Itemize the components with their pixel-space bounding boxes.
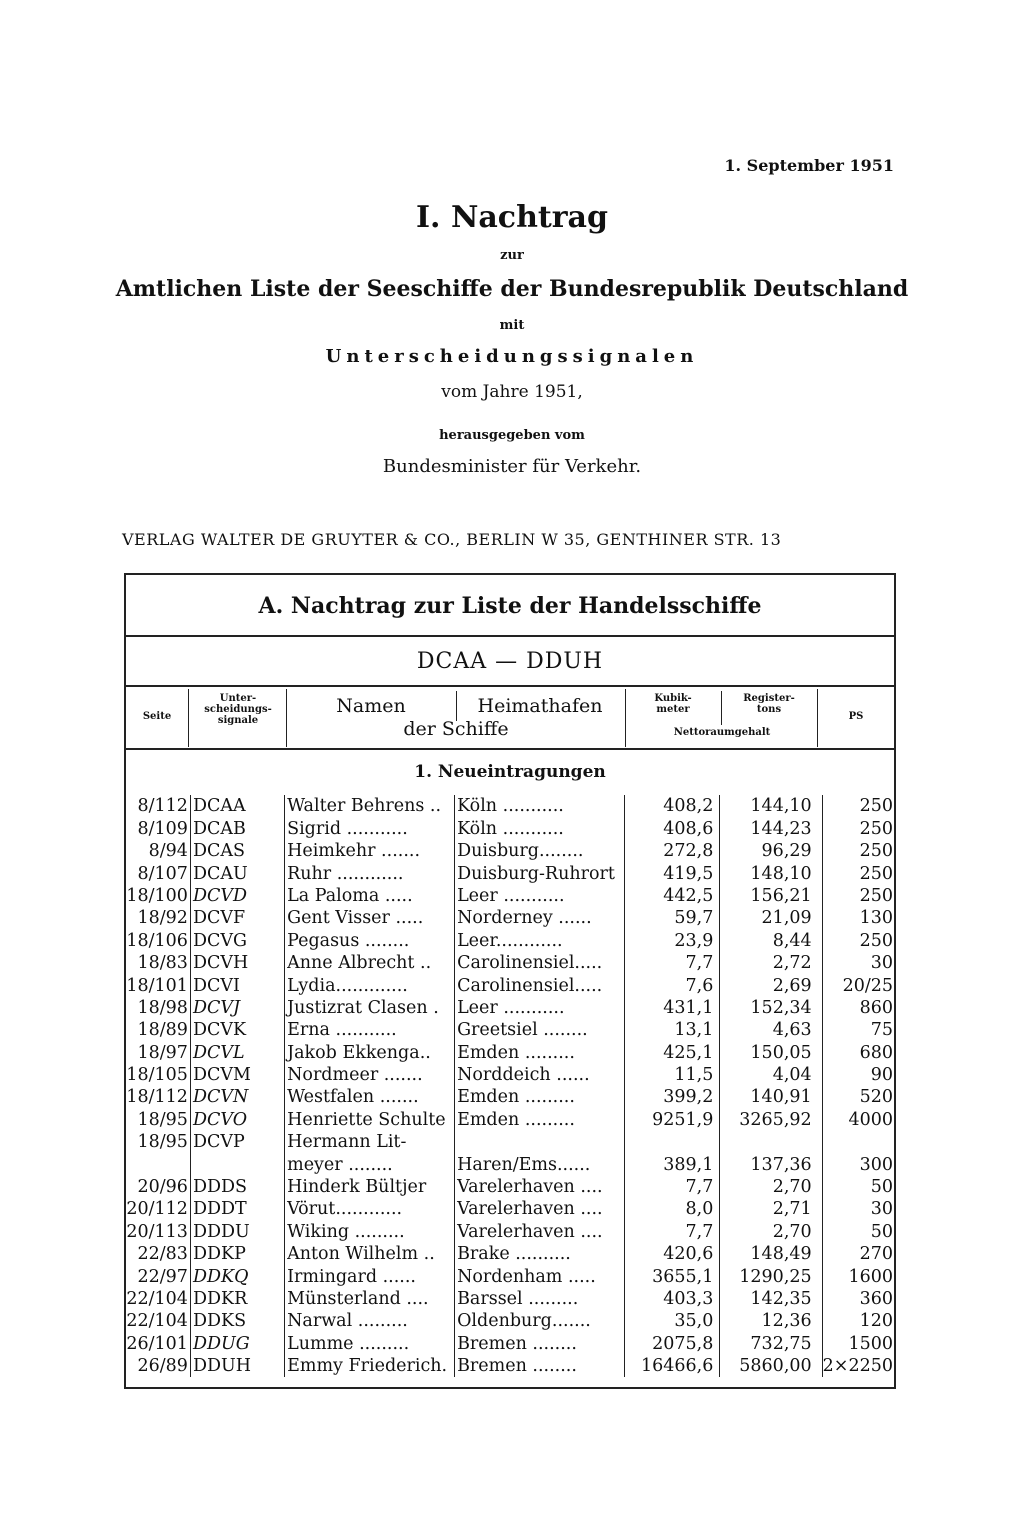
cell-kub: 7,6 xyxy=(624,974,720,996)
cell-seite: 8/112 xyxy=(137,796,188,817)
cell-seite: 18/98 xyxy=(137,997,188,1018)
section-title: A. Nachtrag zur Liste der Handelsschiffe xyxy=(258,593,762,619)
cell-kub: 272,8 xyxy=(624,840,720,862)
cell-seite: 18/89 xyxy=(137,1020,188,1041)
cell-ps: 300 xyxy=(822,1153,894,1175)
cell-signal: DDDS xyxy=(190,1176,284,1198)
divider xyxy=(126,685,894,687)
title-connector-mit: mit xyxy=(499,318,525,333)
ship-table xyxy=(126,795,894,1377)
cell-kub: 419,5 xyxy=(624,862,720,884)
cell-hafen: Duisburg........ xyxy=(455,840,625,862)
table-row xyxy=(126,1153,894,1175)
cell-signal: DCAS xyxy=(190,840,284,862)
cell-name: Westfalen ....... xyxy=(285,1086,455,1108)
cell-hafen: Bremen ........ xyxy=(455,1355,625,1377)
cell-name: La Paloma ..... xyxy=(285,885,455,907)
table-row xyxy=(126,1220,894,1242)
cell-ps: 50 xyxy=(822,1220,894,1242)
cell-name: Lydia............. xyxy=(285,974,455,996)
col-header-nettoraumgehalt: Nettoraumgehalt xyxy=(673,727,771,738)
cell-reg: 732,75 xyxy=(720,1332,822,1354)
table-row xyxy=(126,1265,894,1287)
cell-signal: DCVK xyxy=(190,1019,284,1041)
cell-ps: 30 xyxy=(822,1198,894,1220)
table-row xyxy=(126,1131,894,1153)
cell-ps: 130 xyxy=(822,907,894,929)
divider xyxy=(456,691,457,721)
cell-seite: 18/92 xyxy=(137,908,188,929)
document-subtitle: Amtlichen Liste der Seeschiffe der Bundesrepublik Deutschland xyxy=(115,276,909,302)
cell-seite xyxy=(126,1153,190,1175)
cell-kub: 3655,1 xyxy=(624,1265,720,1287)
cell-kub: 408,6 xyxy=(624,817,720,839)
cell-seite: 8/109 xyxy=(137,818,188,839)
document-title: I. Nachtrag xyxy=(416,200,608,235)
cell-kub: 23,9 xyxy=(624,929,720,951)
cell-ps: 680 xyxy=(822,1041,894,1063)
cell-seite: 18/112 xyxy=(126,1087,188,1108)
table-row xyxy=(126,1310,894,1332)
cell-reg: 148,10 xyxy=(720,862,822,884)
table-row xyxy=(126,885,894,907)
cell-signal: DCVJ xyxy=(190,997,284,1019)
divider xyxy=(817,689,818,747)
cell-seite: 26/89 xyxy=(137,1356,188,1377)
cell-signal: DDKS xyxy=(190,1310,284,1332)
cell-name: Emmy Friederich. xyxy=(285,1355,455,1377)
cell-reg: 144,23 xyxy=(720,817,822,839)
cell-seite: 26/101 xyxy=(126,1333,188,1354)
cell-signal: DDUG xyxy=(190,1332,284,1354)
divider xyxy=(126,748,894,750)
cell-signal: DDDT xyxy=(190,1198,284,1220)
cell-ps: 250 xyxy=(822,885,894,907)
cell-kub: 11,5 xyxy=(624,1064,720,1086)
cell-reg: 137,36 xyxy=(720,1153,822,1175)
editor-line: Bundesminister für Verkehr. xyxy=(382,456,642,477)
cell-hafen: Leer............ xyxy=(455,929,625,951)
cell-ps: 120 xyxy=(822,1310,894,1332)
cell-ps: 30 xyxy=(822,952,894,974)
col-header-seite: Seite xyxy=(142,711,172,722)
table-row xyxy=(126,1355,894,1377)
table-row xyxy=(126,1176,894,1198)
cell-ps: 75 xyxy=(822,1019,894,1041)
cell-kub: 7,7 xyxy=(624,1176,720,1198)
cell-name: Justizrat Clasen . xyxy=(285,997,455,1019)
signal-range: DCAA — DDUH xyxy=(416,649,604,674)
cell-name: Irmingard ...... xyxy=(285,1265,455,1287)
divider xyxy=(721,691,722,725)
cell-hafen: Emden ......... xyxy=(455,1108,625,1130)
cell-reg: 2,71 xyxy=(720,1198,822,1220)
cell-seite: 8/107 xyxy=(137,863,188,884)
col-header-signale: Unter- scheidungs- signale xyxy=(204,693,272,726)
cell-signal: DCVL xyxy=(190,1041,284,1063)
cell-ps: 250 xyxy=(822,862,894,884)
cell-kub: 425,1 xyxy=(624,1041,720,1063)
cell-seite: 18/105 xyxy=(126,1065,188,1086)
cell-name: Sigrid ........... xyxy=(285,817,455,839)
cell-kub: 389,1 xyxy=(624,1153,720,1175)
col-header-namen: Namen xyxy=(336,695,406,717)
cell-reg: 2,69 xyxy=(720,974,822,996)
cell-signal: DCVH xyxy=(190,952,284,974)
cell-ps: 2×2250 xyxy=(822,1356,893,1377)
cell-hafen: Greetsiel ........ xyxy=(455,1019,625,1041)
cell-ps: 90 xyxy=(822,1064,894,1086)
cell-kub: 9251,9 xyxy=(624,1108,720,1130)
cell-reg: 3265,92 xyxy=(720,1108,822,1130)
cell-reg: 152,34 xyxy=(720,997,822,1019)
table-row xyxy=(126,1086,894,1108)
cell-kub: 431,1 xyxy=(624,997,720,1019)
divider xyxy=(188,689,189,747)
col-header-heimathafen: Heimathafen xyxy=(477,695,603,717)
cell-signal: DDDU xyxy=(190,1220,284,1242)
cell-ps: 250 xyxy=(822,795,894,817)
cell-reg: 142,35 xyxy=(720,1288,822,1310)
cell-reg: 1290,25 xyxy=(720,1265,822,1287)
divider xyxy=(126,635,894,637)
cell-seite: 22/104 xyxy=(126,1311,188,1332)
cell-reg: 4,63 xyxy=(720,1019,822,1041)
cell-hafen: Carolinensiel..... xyxy=(455,952,625,974)
cell-kub: 442,5 xyxy=(624,885,720,907)
cell-signal: DCAA xyxy=(190,795,284,817)
cell-name: Lumme ......... xyxy=(285,1332,455,1354)
cell-hafen: Emden ......... xyxy=(455,1041,625,1063)
cell-signal: DCVO xyxy=(190,1108,284,1130)
cell-signal: DCVD xyxy=(190,885,284,907)
cell-signal: DDUH xyxy=(190,1355,284,1377)
table-row xyxy=(126,817,894,839)
cell-kub: 35,0 xyxy=(624,1310,720,1332)
cell-ps: 250 xyxy=(822,840,894,862)
table-row xyxy=(126,1243,894,1265)
cell-seite: 20/112 xyxy=(126,1199,188,1220)
cell-ps: 520 xyxy=(822,1086,894,1108)
cell-ps: 1500 xyxy=(822,1332,894,1354)
cell-name: Gent Visser ..... xyxy=(285,907,455,929)
col-header-kubikmeter: Kubik- meter xyxy=(654,693,692,715)
cell-kub: 408,2 xyxy=(624,795,720,817)
cell-name: Ruhr ............ xyxy=(285,862,455,884)
cell-kub: 399,2 xyxy=(624,1086,720,1108)
cell-seite: 18/101 xyxy=(126,975,188,996)
table-row xyxy=(126,1108,894,1130)
cell-reg: 2,70 xyxy=(720,1176,822,1198)
cell-ps: 50 xyxy=(822,1176,894,1198)
cell-name: Jakob Ekkenga.. xyxy=(285,1041,455,1063)
cell-ps: 1600 xyxy=(822,1265,894,1287)
cell-reg: 5860,00 xyxy=(720,1355,822,1377)
cell-signal: DCVI xyxy=(190,974,284,996)
cell-seite: 18/95 xyxy=(137,1132,188,1153)
table-row xyxy=(126,1019,894,1041)
editor-prefix: herausgegeben vom xyxy=(439,428,585,443)
cell-hafen: Barssel ......... xyxy=(455,1288,625,1310)
cell-kub: 7,7 xyxy=(624,952,720,974)
cell-signal: DCVG xyxy=(190,929,284,951)
cell-name: Hermann Lit- xyxy=(285,1131,455,1153)
cell-kub: 7,7 xyxy=(624,1220,720,1242)
cell-signal: DDKQ xyxy=(190,1265,284,1287)
cell-hafen: Varelerhaven .... xyxy=(455,1220,625,1242)
cell-signal: DDKP xyxy=(190,1243,284,1265)
cell-hafen: Norddeich ...... xyxy=(455,1064,625,1086)
cell-kub: 420,6 xyxy=(624,1243,720,1265)
cell-name: Nordmeer ....... xyxy=(285,1064,455,1086)
cell-signal: DCVM xyxy=(190,1064,284,1086)
cell-seite: 22/83 xyxy=(137,1244,188,1265)
cell-signal xyxy=(190,1153,284,1175)
cell-kub: 13,1 xyxy=(624,1019,720,1041)
cell-ps: 360 xyxy=(822,1288,894,1310)
divider xyxy=(625,689,626,747)
table-row xyxy=(126,929,894,951)
table-row xyxy=(126,997,894,1019)
table-row xyxy=(126,952,894,974)
table-row xyxy=(126,1064,894,1086)
table-row xyxy=(126,1288,894,1310)
cell-seite: 18/100 xyxy=(126,885,188,906)
cell-name: Erna ........... xyxy=(285,1019,455,1041)
cell-name: Pegasus ........ xyxy=(285,929,455,951)
table-row xyxy=(126,1198,894,1220)
cell-seite: 22/97 xyxy=(137,1266,188,1287)
cell-reg: 156,21 xyxy=(720,885,822,907)
cell-hafen: Haren/Ems...... xyxy=(455,1153,625,1175)
cell-reg: 2,70 xyxy=(720,1220,822,1242)
col-header-der-schiffe: der Schiffe xyxy=(403,718,509,740)
cell-hafen: Leer ........... xyxy=(455,885,625,907)
cell-name: Anton Wilhelm .. xyxy=(285,1243,455,1265)
cell-signal: DCVF xyxy=(190,907,284,929)
cell-hafen: Oldenburg....... xyxy=(455,1310,625,1332)
cell-kub: 2075,8 xyxy=(624,1332,720,1354)
cell-hafen: Emden ......... xyxy=(455,1086,625,1108)
cell-reg: 12,36 xyxy=(720,1310,822,1332)
cell-reg: 150,05 xyxy=(720,1041,822,1063)
cell-reg: 2,72 xyxy=(720,952,822,974)
cell-name: meyer ........ xyxy=(285,1153,455,1175)
cell-seite: 18/83 xyxy=(137,953,188,974)
cell-signal: DCAB xyxy=(190,817,284,839)
cell-ps: 860 xyxy=(822,997,894,1019)
cell-hafen: Bremen ........ xyxy=(455,1332,625,1354)
cell-signal: DCVN xyxy=(190,1086,284,1108)
cell-reg: 21,09 xyxy=(720,907,822,929)
signals-heading: Unterscheidungssignalen xyxy=(325,346,699,367)
cell-name: Narwal ......... xyxy=(285,1310,455,1332)
cell-seite: 22/104 xyxy=(126,1288,188,1309)
col-header-ps: PS xyxy=(848,711,864,722)
cell-seite: 18/106 xyxy=(126,930,188,951)
ship-list-frame xyxy=(124,573,896,1389)
cell-ps: 270 xyxy=(822,1243,894,1265)
cell-reg: 140,91 xyxy=(720,1086,822,1108)
cell-ps: 250 xyxy=(822,929,894,951)
divider xyxy=(286,689,287,747)
cell-signal: DCVP xyxy=(190,1131,284,1153)
cell-name: Münsterland .... xyxy=(285,1288,455,1310)
table-row xyxy=(126,974,894,996)
cell-name: Henriette Schulte xyxy=(285,1108,455,1130)
cell-hafen: Köln ........... xyxy=(455,795,625,817)
cell-name: Vörut............ xyxy=(285,1198,455,1220)
cell-hafen: Leer ........... xyxy=(455,997,625,1019)
cell-reg: 4,04 xyxy=(720,1064,822,1086)
cell-kub xyxy=(624,1131,720,1153)
cell-name: Hinderk Bültjer xyxy=(285,1176,455,1198)
cell-signal: DCAU xyxy=(190,862,284,884)
cell-hafen: Varelerhaven .... xyxy=(455,1198,625,1220)
cell-hafen xyxy=(455,1131,625,1153)
cell-name: Wiking ......... xyxy=(285,1220,455,1242)
cell-kub: 16466,6 xyxy=(624,1355,720,1377)
cell-seite: 20/113 xyxy=(126,1221,188,1242)
cell-hafen: Nordenham ..... xyxy=(455,1265,625,1287)
cell-ps: 20/25 xyxy=(822,974,894,996)
cell-kub: 8,0 xyxy=(624,1198,720,1220)
publication-date: 1. September 1951 xyxy=(724,156,894,175)
cell-ps xyxy=(822,1131,894,1153)
cell-hafen: Norderney ...... xyxy=(455,907,625,929)
cell-reg: 96,29 xyxy=(720,840,822,862)
cell-hafen: Duisburg-Ruhrort xyxy=(455,862,625,884)
table-row xyxy=(126,795,894,817)
cell-ps: 4000 xyxy=(822,1108,894,1130)
cell-reg: 144,10 xyxy=(720,795,822,817)
cell-hafen: Varelerhaven .... xyxy=(455,1176,625,1198)
cell-seite: 20/96 xyxy=(137,1177,188,1198)
cell-seite: 18/97 xyxy=(137,1042,188,1063)
cell-name: Heimkehr ....... xyxy=(285,840,455,862)
title-connector-zur: zur xyxy=(500,248,524,263)
cell-reg: 8,44 xyxy=(720,929,822,951)
cell-seite: 18/95 xyxy=(137,1109,188,1130)
cell-reg xyxy=(720,1131,822,1153)
cell-seite: 8/94 xyxy=(148,841,188,862)
table-row xyxy=(126,840,894,862)
table-row xyxy=(126,862,894,884)
cell-name: Anne Albrecht .. xyxy=(285,952,455,974)
cell-kub: 59,7 xyxy=(624,907,720,929)
cell-kub: 403,3 xyxy=(624,1288,720,1310)
col-header-registertons: Register- tons xyxy=(743,693,795,715)
cell-ps: 250 xyxy=(822,817,894,839)
cell-hafen: Köln ........... xyxy=(455,817,625,839)
cell-name: Walter Behrens .. xyxy=(285,795,455,817)
table-row xyxy=(126,1041,894,1063)
cell-hafen: Carolinensiel..... xyxy=(455,974,625,996)
cell-hafen: Brake .......... xyxy=(455,1243,625,1265)
table-row xyxy=(126,907,894,929)
publisher-line: VERLAG WALTER DE GRUYTER & CO., BERLIN W 35, GENTHINER STR. 13 xyxy=(122,530,782,549)
cell-signal: DDKR xyxy=(190,1288,284,1310)
year-line: vom Jahre 1951, xyxy=(441,382,583,402)
subheading-neueintragungen: 1. Neueintragungen xyxy=(414,762,606,782)
cell-reg: 148,49 xyxy=(720,1243,822,1265)
table-row xyxy=(126,1332,894,1354)
